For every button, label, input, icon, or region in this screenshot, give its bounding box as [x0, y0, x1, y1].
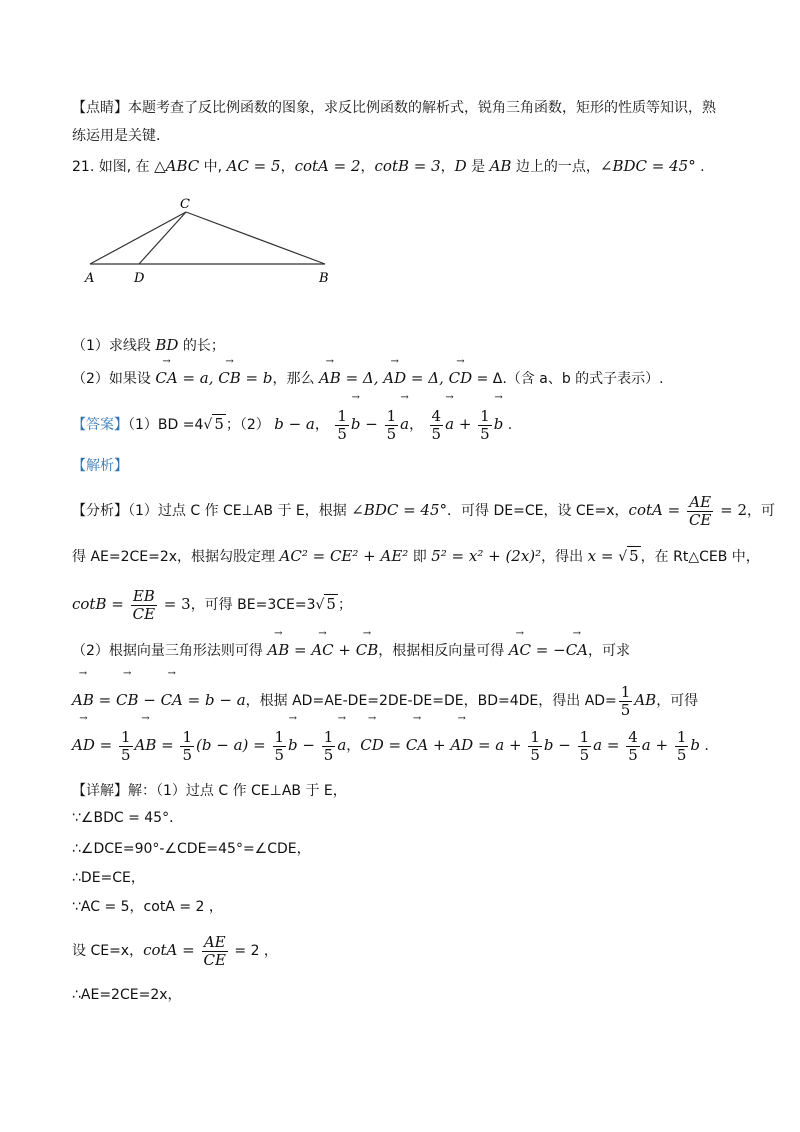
- fraction-1-5: [578, 729, 592, 764]
- ac-value: AC = 5: [226, 157, 281, 175]
- fenxi-l4a: （2）根据向量三角形法则可得: [72, 643, 268, 659]
- numerator: 1: [530, 727, 540, 746]
- var-a: a: [593, 736, 603, 754]
- fenxi-line-5: → AB = → CB − → CA = b − a，根据 AD=AE-DE=2DE-DE=DE，BD=4DE，得出 AD= $\frac{1}{5}$ AB，可得: [72, 680, 698, 721]
- angle-bdc: ∠BDC = 45°: [351, 501, 448, 519]
- xiangjie-line-3: [72, 839, 311, 859]
- numerator: 1: [323, 727, 334, 746]
- sep: ，: [440, 159, 455, 175]
- denominator: 5: [620, 700, 631, 719]
- label-c: C: [180, 197, 190, 212]
- vector-b: → b: [494, 404, 504, 444]
- vector-a: → a: [400, 404, 409, 444]
- eq-2: = 2: [715, 501, 748, 519]
- var-b: b: [543, 736, 554, 754]
- numerator: 1: [676, 727, 687, 746]
- q2-end: = Δ.（含 a、b 的式子表示）.: [472, 371, 664, 387]
- fenxi-l2a: 得 AE=2CE=2x，根据勾股定理: [72, 549, 280, 565]
- vector-a: → a: [337, 725, 346, 765]
- fenxi-line-1: [72, 490, 775, 531]
- dianjing-line-1: [72, 98, 716, 118]
- fenxi-l2c: ，得出: [541, 549, 588, 565]
- denominator: 5: [579, 745, 590, 764]
- xiangjie-line-6: [72, 930, 278, 971]
- answer-tag: 【答案】: [72, 417, 128, 433]
- fraction-4-5: [626, 729, 640, 764]
- vector-b: → b: [351, 404, 361, 444]
- fenxi-tag: 【分析】: [72, 503, 128, 519]
- fenxi-l3c: ；: [337, 597, 352, 613]
- numerator: 4: [628, 727, 638, 746]
- equals: =: [383, 736, 406, 754]
- denominator: 5: [274, 745, 285, 764]
- sqrt-radicand: 5: [629, 547, 639, 565]
- xiangjie-line-4: [72, 868, 145, 888]
- paren-b-minus-a: (b − a): [196, 736, 249, 754]
- minus: −: [360, 415, 383, 433]
- vector-ab: → AB: [267, 640, 289, 660]
- xiangjie-l5: ∵AC = 5，cotA = 2 ，: [72, 899, 223, 915]
- vector-ab: → AB: [319, 368, 341, 388]
- text-bianshang: 边上的一点，: [511, 159, 600, 175]
- fraction-eb-ce: [131, 588, 157, 623]
- sep: ，: [360, 159, 375, 175]
- fraction-1-5: [322, 729, 336, 764]
- xiangjie-l4: ∴DE=CE，: [72, 870, 145, 886]
- plus: +: [428, 736, 451, 754]
- fraction-1-5: [619, 684, 633, 719]
- denominator: 5: [386, 424, 397, 443]
- question-2: （2）如果设 → CA = a, → CB = b，那么 → AB = Δ, → AD = Δ, → CD = Δ.（含 a、b 的式子表示）.: [72, 368, 664, 389]
- label-d: D: [134, 271, 145, 286]
- comma: ，: [409, 417, 424, 433]
- answer-line: [72, 404, 512, 445]
- vector-ad: → AD: [383, 368, 406, 388]
- fenxi-line-4: （2）根据向量三角形法则可得 → AB = → AC + → CB，根据相反向量可得 → AC = −→ CA，可求: [72, 640, 630, 661]
- segment-ab: AB: [634, 691, 657, 709]
- denominator: 5: [182, 745, 193, 764]
- numerator: 1: [274, 727, 285, 746]
- numerator: 1: [579, 727, 590, 746]
- fraction-4-5: [430, 408, 444, 443]
- dianjing-text-2: 练运用是关键．: [72, 128, 170, 144]
- triangle-figure: [80, 192, 350, 287]
- vector-ca: → CA: [566, 640, 588, 660]
- pythagorean-eq: AC² = CE² + AE²: [279, 547, 409, 565]
- vector-cd: → CD: [360, 725, 384, 765]
- q2-then: ，那么: [272, 371, 319, 387]
- denominator: 5: [676, 745, 687, 764]
- xiangjie-l1: 解：（1）过点 C 作 CE⊥AB 于 E，: [128, 783, 347, 799]
- vector-ac: → AC: [509, 640, 531, 660]
- q2-prefix: （2）如果设: [72, 371, 156, 387]
- xiangjie-line-2: [72, 808, 183, 828]
- fenxi-l1a: （1）过点 C 作 CE⊥AB 于 E，根据: [128, 503, 352, 519]
- fraction-1-5: [478, 408, 492, 443]
- var-a: a: [641, 736, 651, 754]
- label-b: B: [319, 271, 329, 286]
- fraction-1-5: [385, 408, 399, 443]
- numerator: AE: [687, 494, 713, 512]
- sep: ，: [280, 159, 295, 175]
- vector-a: → a: [445, 404, 454, 444]
- fenxi-l3b: ，可得 BE=3CE=3: [190, 597, 316, 613]
- fenxi-line-3: [72, 584, 352, 625]
- fraction-1-5: [119, 729, 133, 764]
- answer-part1: （1）BD =4: [128, 417, 204, 433]
- q2-eq-a: = a,: [177, 369, 219, 387]
- denominator: 5: [323, 745, 334, 764]
- vector-b: → b: [288, 725, 298, 765]
- vector-cb: → CB: [218, 368, 241, 388]
- xiangjie-l7: ∴AE=2CE=2x，: [72, 987, 182, 1003]
- denominator: 5: [480, 424, 490, 443]
- dianjing-line-2: [72, 126, 170, 146]
- fenxi-l2b: 即: [408, 549, 432, 565]
- q2-delta-2: = Δ: [406, 369, 440, 387]
- fenxi-l1b: ．可得 DE=CE，设 CE=x，: [447, 503, 629, 519]
- numerator: EB: [131, 588, 157, 606]
- xiangjie-line-7: [72, 985, 182, 1005]
- denominator: 5: [120, 745, 131, 764]
- fenxi-line-6: → AD = $\frac{1}{5}$ → AB = $\frac{1}{5}$ (b − a) = $\frac{1}{5}$ → b − $\frac{1}{5}$ → a，→ CD = → CA + → AD = a + $\frac{1}{5}$ b − $\frac{1}{5}$ a = $\frac{4}{5}$ a + $\frac{1}{5}$ b .: [72, 725, 709, 766]
- comma: ，: [314, 417, 329, 433]
- cot-a: cotA =: [143, 941, 200, 959]
- fenxi-l1c: ，可: [747, 503, 776, 519]
- q2-eq-b: = b: [240, 369, 273, 387]
- vector-ad: → AD: [72, 725, 95, 765]
- answer-part2: ；（2）: [225, 417, 275, 433]
- answer-b-minus-a: b − a: [274, 415, 315, 433]
- numerator: 1: [620, 682, 631, 701]
- vector-cb: → CB: [356, 640, 379, 660]
- xiangjie-line-1: [72, 781, 347, 801]
- problem-statement: [72, 156, 705, 177]
- xiangjie-l3: ∴∠DCE=90°-∠CDE=45°=∠CDE，: [72, 841, 311, 857]
- text-shi: 是: [466, 159, 490, 175]
- period: .: [699, 738, 709, 754]
- fraction-1-5: [528, 729, 542, 764]
- denominator: 5: [337, 424, 347, 443]
- dianjing-tag: 【点睛】: [72, 100, 128, 116]
- label-a: A: [85, 271, 95, 286]
- q1-bd: BD: [155, 336, 179, 354]
- text-zhong: 中,: [199, 159, 227, 175]
- denominator: CE: [688, 510, 712, 529]
- fenxi-l2d: ，在 Rt△CEB 中，: [640, 549, 760, 565]
- sqrt-5: √ 5: [315, 595, 336, 613]
- problem-number: 21. 如图, 在: [72, 159, 155, 175]
- denominator: 5: [431, 424, 442, 443]
- numerator: 1: [480, 406, 490, 425]
- fraction-1-5: [335, 408, 349, 443]
- eq-3: = 3: [159, 595, 191, 613]
- sqrt-5: √ 5: [618, 547, 639, 565]
- cot-a: cotA = 2: [294, 157, 361, 175]
- denominator: 5: [530, 745, 540, 764]
- point-d: D: [454, 157, 467, 175]
- q1-text: （1）求线段: [72, 338, 156, 354]
- segment-ac-line: [90, 212, 186, 264]
- fenxi-l4c: ，可求: [588, 643, 631, 659]
- segment-ab: AB: [489, 157, 512, 175]
- xiangjie-l6a: 设 CE=x，: [72, 943, 144, 959]
- vector-ad: → AD: [450, 725, 473, 765]
- cot-a: cotA =: [628, 501, 685, 519]
- vector-ab: → AB: [135, 725, 157, 765]
- numerator: 4: [431, 406, 442, 425]
- numerator: 1: [182, 727, 193, 746]
- text-end: .: [695, 159, 705, 175]
- sqrt-radicand: 5: [326, 595, 336, 613]
- var-b: b: [690, 736, 700, 754]
- vector-ca: → CA: [155, 368, 177, 388]
- fraction-ae-ce: [202, 934, 228, 969]
- question-1: [72, 335, 225, 356]
- cot-b: cotB = 3: [374, 157, 441, 175]
- plus: +: [454, 415, 477, 433]
- xiangjie-tag: 【详解】: [72, 783, 128, 799]
- vector-cb: → CB: [116, 680, 139, 720]
- b-minus-a: = b − a: [182, 691, 246, 709]
- x-eq: x =: [587, 547, 619, 565]
- angle-bdc: ∠BDC = 45°: [599, 157, 696, 175]
- sqrt-radicand: 5: [214, 415, 224, 433]
- q1-end: 的长；: [178, 338, 225, 354]
- cot-b: cotB =: [72, 595, 129, 613]
- jiexi-heading: [72, 456, 128, 476]
- segment-dc-line: [139, 212, 186, 264]
- sqrt-5: √ 5: [203, 415, 224, 433]
- fenxi-l4b: ，根据相反向量可得: [378, 643, 509, 659]
- fenxi-l5c: ，可得: [656, 693, 699, 709]
- fraction-1-5: [675, 729, 689, 764]
- vector-cd: → CD: [449, 368, 473, 388]
- segment-bc-line: [186, 212, 325, 264]
- triangle-abc: △ABC: [154, 157, 200, 175]
- fraction-1-5: [273, 729, 287, 764]
- numerator: AE: [202, 934, 228, 952]
- pythagorean-sub: 5² = x² + (2x)²: [431, 547, 542, 565]
- denominator: 5: [628, 745, 638, 764]
- fenxi-line-2: [72, 546, 760, 567]
- dianjing-text-1: 本题考查了反比例函数的图象，求反比例函数的解析式，锐角三角函数，矩形的性质等知识，熟: [128, 100, 716, 116]
- numerator: 1: [337, 406, 347, 425]
- numerator: 1: [386, 406, 397, 425]
- numerator: 1: [120, 727, 131, 746]
- denominator: CE: [203, 950, 226, 969]
- vector-ab: → AB: [72, 680, 94, 720]
- vector-ca: → CA: [161, 680, 183, 720]
- fraction-ae-ce: [687, 494, 713, 529]
- denominator: CE: [132, 604, 156, 623]
- fraction-1-5: [180, 729, 194, 764]
- period: .: [503, 417, 513, 433]
- q2-delta-1: = Δ: [340, 369, 374, 387]
- xiangjie-line-5: [72, 897, 223, 917]
- var-a: a: [495, 736, 505, 754]
- fenxi-l5a: ，根据 AD=AE-DE=2DE-DE=DE，BD=4DE，得出 AD=: [245, 693, 617, 709]
- jiexi-tag: 【解析】: [72, 458, 128, 474]
- xiangjie-l6b: = 2 ，: [229, 943, 278, 959]
- vector-ca: → CA: [406, 725, 428, 765]
- xiangjie-l2: ∵∠BDC = 45°．: [72, 810, 184, 826]
- vector-ac: → AC: [311, 640, 333, 660]
